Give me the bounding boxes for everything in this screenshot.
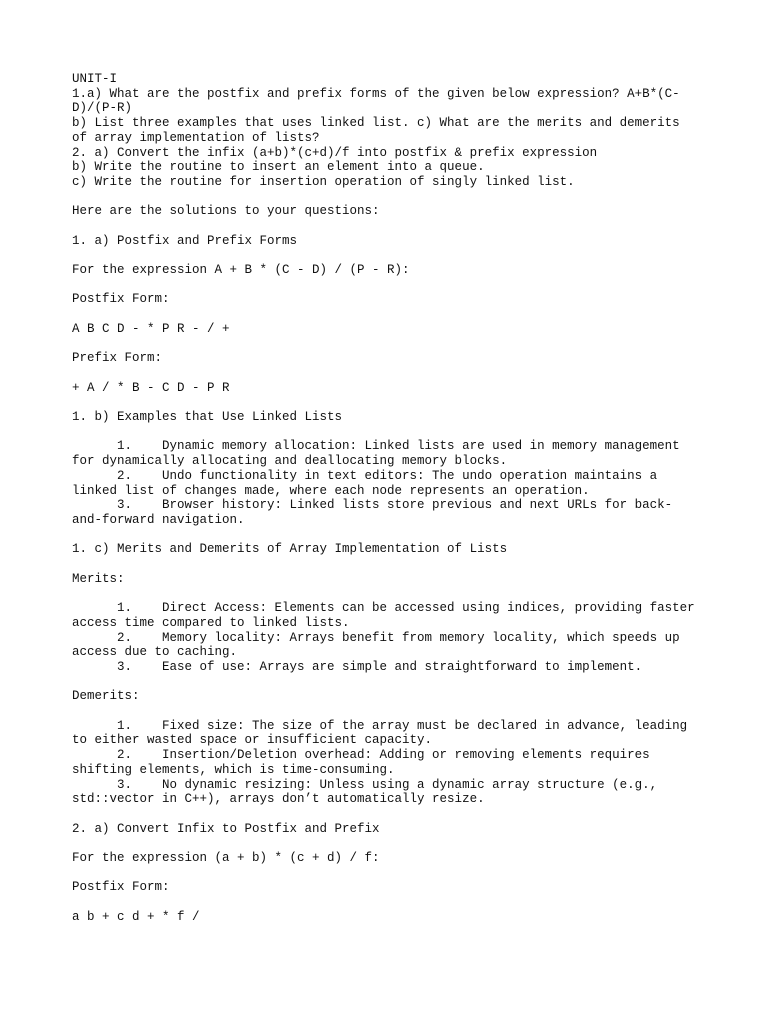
list-item: linked list of changes made, where each node represents an operation. (72, 483, 590, 498)
prefix-label: Prefix Form: (72, 351, 163, 366)
list-item: 1. Dynamic memory allocation: Linked lists are used in memory management (72, 439, 680, 454)
section-heading: 1. c) Merits and Demerits of Array Implementation of Lists (72, 542, 508, 557)
list-item: and-forward navigation. (72, 512, 245, 527)
list-item: 2. Undo functionality in text editors: The undo operation maintains a (72, 468, 658, 483)
section-1c (72, 542, 712, 807)
list-item: for dynamically allocating and deallocating memory blocks. (72, 454, 508, 469)
expression-text: For the expression A + B * (C - D) / (P - R): (72, 263, 410, 278)
list-item: access time compared to linked lists. (72, 615, 350, 630)
list-item: 3. Browser history: Linked lists store previous and next URLs for back- (72, 498, 673, 513)
question-line: 2. a) Convert the infix (a+b)*(c+d)/f into postfix & prefix expression (72, 145, 598, 160)
list-item: 1. Fixed size: The size of the array must be declared in advance, leading (72, 718, 688, 733)
list-item: 3. Ease of use: Arrays are simple and straightforward to implement. (72, 659, 643, 674)
list-item: 1. Direct Access: Elements can be accessed using indices, providing faster (72, 601, 695, 616)
merits-label: Merits: (72, 571, 125, 586)
unit-heading: UNIT-I (72, 72, 118, 86)
section-1b (72, 410, 712, 528)
question-line: b) List three examples that uses linked list. c) What are the merits and demerits (72, 116, 680, 131)
section-1a (72, 234, 712, 396)
question-line: b) Write the routine to insert an element into a queue. (72, 160, 485, 175)
intro-text: Here are the solutions to your questions: (72, 204, 380, 219)
list-item: shifting elements, which is time-consuming. (72, 762, 395, 777)
list-item: std::vector in C++), arrays don’t automatically resize. (72, 792, 485, 807)
list-item: access due to caching. (72, 645, 238, 660)
postfix-label: Postfix Form: (72, 880, 170, 895)
postfix-value: A B C D - * P R - / + (72, 321, 230, 336)
question-line: D)/(P-R) (72, 101, 133, 116)
expression-text: For the expression (a + b) * (c + d) / f: (72, 851, 380, 866)
question-line: 1.a) What are the postfix and prefix forms of the given below expression? A+B*(C- (72, 86, 680, 101)
section-heading: 1. b) Examples that Use Linked Lists (72, 410, 343, 425)
question-line: c) Write the routine for insertion operation of singly linked list. (72, 174, 575, 189)
demerits-label: Demerits: (72, 689, 140, 704)
question-line: of array implementation of lists? (72, 130, 320, 145)
list-item: 2. Insertion/Deletion overhead: Adding or removing elements requires (72, 748, 650, 763)
section-heading: 1. a) Postfix and Prefix Forms (72, 233, 298, 248)
section-heading: 2. a) Convert Infix to Postfix and Prefix (72, 821, 380, 836)
postfix-label: Postfix Form: (72, 292, 170, 307)
list-item: 2. Memory locality: Arrays benefit from memory locality, which speeds up (72, 630, 680, 645)
postfix-value: a b + c d + * f / (72, 909, 200, 924)
document-page (72, 72, 712, 925)
prefix-value: + A / * B - C D - P R (72, 380, 230, 395)
section-2a (72, 822, 712, 925)
list-item: to either wasted space or insufficient capacity. (72, 733, 433, 748)
list-item: 3. No dynamic resizing: Unless using a dynamic array structure (e.g., (72, 777, 658, 792)
questions-block (72, 72, 712, 190)
